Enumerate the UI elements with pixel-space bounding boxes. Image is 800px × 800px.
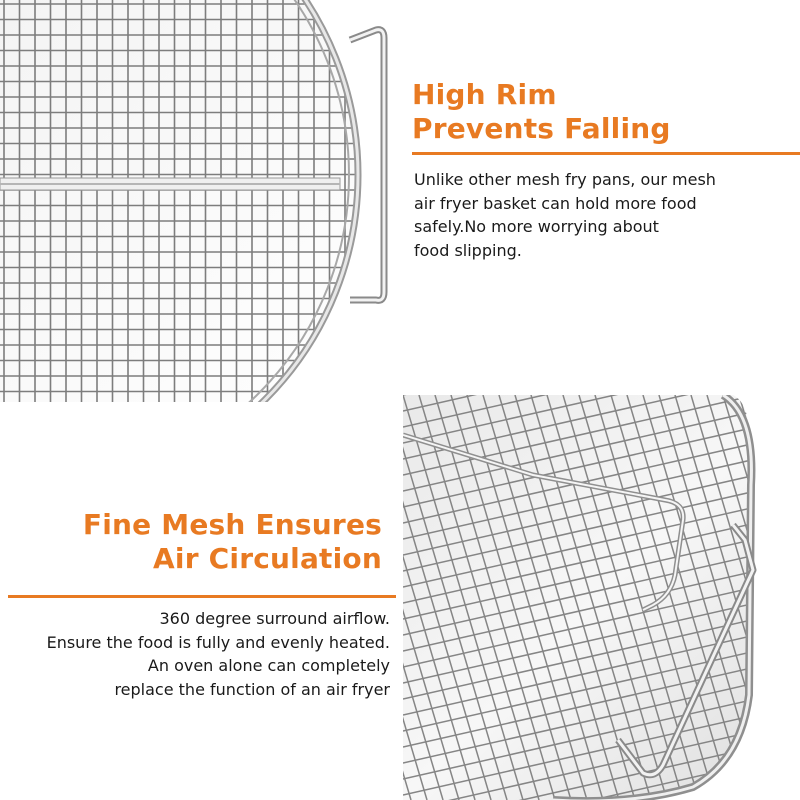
description-line: 360 degree surround airflow.	[159, 609, 390, 628]
description-line: safely.No more worrying about	[414, 217, 659, 236]
description-high-rim	[414, 168, 794, 262]
heading-line: Air Circulation	[153, 542, 382, 575]
heading-line: High Rim	[412, 78, 557, 111]
heading-fine-mesh	[10, 508, 382, 576]
description-line: air fryer basket can hold more food	[414, 193, 697, 213]
divider-line	[412, 152, 800, 155]
description-fine-mesh	[0, 607, 390, 701]
description-line: replace the function of an air fryer	[114, 679, 390, 699]
wire-mesh-basket-top-view-icon	[0, 0, 402, 402]
divider-line	[8, 595, 396, 598]
description-line: Unlike other mesh fry pans, our mesh	[414, 170, 716, 189]
description-line: food slipping.	[414, 240, 522, 260]
product-photo-top	[0, 0, 402, 402]
description-line: An oven alone can completely	[147, 656, 390, 675]
heading-line: Fine Mesh Ensures	[82, 508, 382, 541]
description-line: Ensure the food is fully and evenly heated.	[46, 632, 390, 652]
heading-line: Prevents Falling	[412, 112, 671, 145]
product-photo-bottom	[403, 395, 800, 800]
wire-mesh-basket-angle-view-icon	[403, 395, 800, 800]
heading-high-rim	[412, 78, 792, 146]
